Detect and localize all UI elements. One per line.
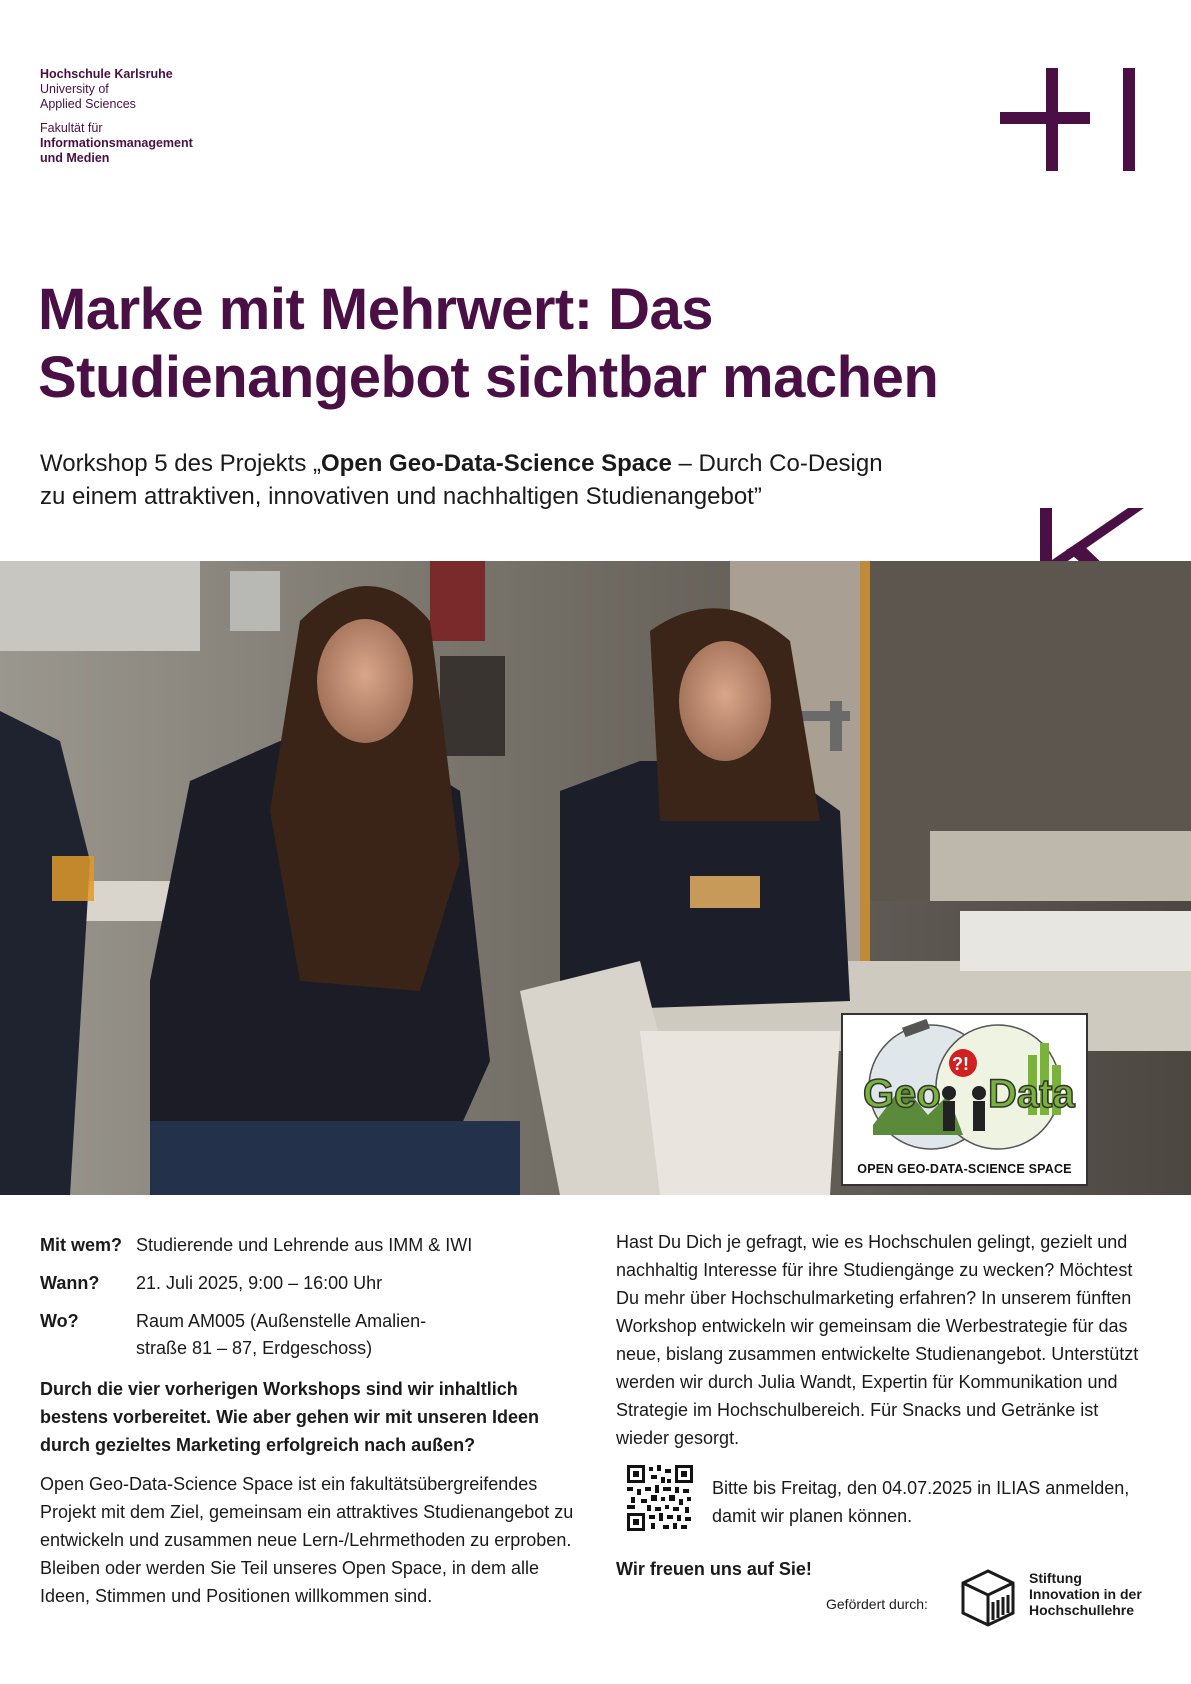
info-row-who [40, 1232, 580, 1259]
info-when-label: Wann? [40, 1273, 100, 1293]
description-paragraph: Open Geo-Data-Science Space ist ein fakultätsübergreifendes Projekt mit dem Ziel, gemeinsam ein attraktives Studienangebot zu entwickeln und zusammen neue Lern-/Lehrmethoden zu erproben. Bleiben oder werden Sie Teil unseres Open Space, in dem alle Ideen, Stimmen und Positionen willkommen sind. [40, 1474, 574, 1606]
info-where-value [136, 1308, 580, 1362]
subtitle-suffix: – Durch Co-Design [671, 450, 883, 477]
badge-label: OPEN GEO-DATA-SCIENCE SPACE [857, 1162, 1072, 1176]
faculty-line2: Informationsmanagement [40, 136, 193, 150]
title-line2: Studienangebot sichtbar machen [38, 345, 939, 410]
info-who-value: Studierende und Lehrende aus IMM & IWI [136, 1235, 473, 1255]
intro-paragraph: Hast Du Dich je gefragt, wie es Hochschulen gelingt, gezielt und nachhaltig Interesse für ihre Studiengänge zu wecken? Möchtest Du mehr über Hochschulmarketing erfahren? In unserem fünften Workshop entwickeln wir gemeinsam die Werbestrategie für das neue, bislang zusammen entwickelte Studienangebot. Unterstützt werden wir durch Julia Wandt, Expertin für Kommunikation und Strategie im Hochschulbereich. Für Snacks und Getränke ist wieder gesorgt. [616, 1232, 1139, 1448]
geo-data-badge [841, 1013, 1088, 1186]
info-where-line2: straße 81 – 87, Erdgeschoss) [136, 1338, 373, 1358]
hka-plus-logo [1000, 68, 1135, 171]
badge-mark-text: ?! [952, 1054, 969, 1074]
info-row-when [40, 1270, 580, 1297]
faculty-line1: Fakultät für [40, 121, 103, 135]
badge-data-text: Data [988, 1072, 1075, 1116]
registration-note: Bitte bis Freitag, den 04.07.2025 in ILIAS anmelden, damit wir planen können. [712, 1478, 1130, 1526]
university-line2: University of [40, 82, 109, 96]
event-info [40, 1232, 580, 1373]
thanks-text: Wir freuen uns auf Sie! [616, 1559, 812, 1579]
info-where-line1: Raum AM005 (Außenstelle Amalien- [136, 1311, 427, 1331]
qr-code-icon[interactable] [627, 1465, 693, 1531]
subtitle [40, 447, 940, 513]
info-when-value: 21. Juli 2025, 9:00 – 16:00 Uhr [136, 1273, 383, 1293]
university-line3: Applied Sciences [40, 97, 136, 111]
funding-org [1029, 1570, 1142, 1618]
subtitle-project: Open Geo-Data-Science Space [321, 450, 672, 477]
funding-org-line2: Innovation in der [1029, 1586, 1142, 1602]
university-header [40, 67, 193, 166]
funding-label: Gefördert durch: [826, 1596, 928, 1612]
university-name: Hochschule Karlsruhe [40, 67, 173, 81]
funding-org-line3: Hochschullehre [1029, 1602, 1135, 1618]
info-row-where [40, 1308, 580, 1362]
page-title [38, 276, 1058, 412]
lead-paragraph: Durch die vier vorherigen Workshops sind wir inhaltlich bestens vorbereitet. Wie aber gehen wir mit unseren Ideen durch gezieltes Marketing erfolgreich nach außen? [40, 1379, 539, 1455]
title-line1: Marke mit Mehrwert: Das [38, 277, 714, 342]
subtitle-prefix: Workshop 5 des Projekts „ [40, 450, 322, 477]
info-where-label: Wo? [40, 1311, 79, 1331]
geo-data-logo-icon [843, 1015, 1086, 1155]
funding-org-line1: Stiftung [1029, 1570, 1082, 1586]
info-who-label: Mit wem? [40, 1235, 123, 1255]
subtitle-line2: zu einem attraktiven, innovativen und nachhaltigen Studienangebot” [40, 483, 762, 510]
faculty-line3: und Medien [40, 151, 110, 165]
badge-geo-text: Geo [863, 1072, 941, 1116]
stiftung-cube-icon [960, 1568, 1016, 1628]
